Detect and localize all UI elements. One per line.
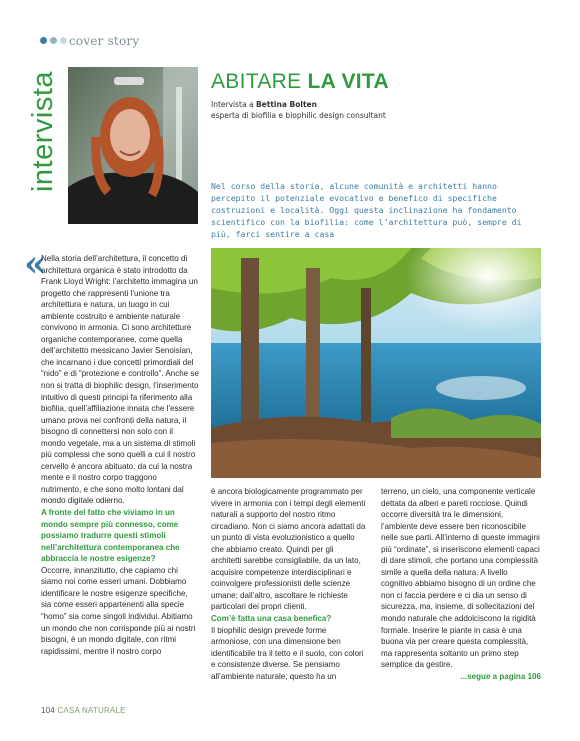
- section-dot: [60, 37, 67, 44]
- byline-name: Bettina Bolten: [255, 100, 317, 109]
- byline-prefix: Intervista a: [211, 100, 254, 109]
- forest-lake-photo: [211, 248, 541, 478]
- article-column-2: [211, 486, 366, 682]
- vertical-label-text: intervista: [27, 70, 60, 192]
- interview-question: A fronte del fatto che viviamo in un mondo sempre più connesso, come possiamo tradurre questi stimoli nell’architettura contemporanea che abbraccia le nostre esigenze?: [41, 508, 180, 564]
- body-paragraph: è ancora biologicamente programmato per vivere in armonia con i tempi degli elementi naturali a supporto del nostro ritmo circadiano. Non ci siamo ancora adattati da un punto di vista evoluzionistico a quello che abbiamo creato. Quindi per gli architetti sarebbe consigliabile, da un lato, acquisire competenze interdisciplinari e coinvolgere professionisti delle scienze umane; dall’altro, ascoltare le richieste particolari dei propri clienti.: [211, 487, 366, 612]
- lead-paragraph: Nel corso della storia, alcune comunità e architetti hanno percepito il potenziale evocativo e benefico di specifiche costruzioni e località. Oggi questa inclinazione ha fondamento scientifico con la biofilia: come l’architettura può, sempre di più, farci sentire a casa: [211, 181, 522, 239]
- vertical-section-label: [26, 62, 62, 200]
- body-paragraph: Occorre, innanzitutto, che capiamo chi siamo noi come esseri umani. Dobbiamo identificare le nostre esigenze specifiche, sia come esseri appartenenti alla specie “homo” sia come singoli individui. Abitiamo un mondo che non corrisponde più ai nostri bisogni, è un mondo digitale, con ritmi rapidissimi, mentre il nostro corpo: [41, 565, 196, 656]
- article-column-3: [381, 486, 541, 682]
- article-column-1: [41, 253, 199, 657]
- section-dots: [40, 37, 67, 44]
- byline: [211, 99, 386, 121]
- section-dot: [40, 37, 47, 44]
- body-paragraph: Nella storia dell’architettura, il concetto di architettura organica è stato introdotto da Frank Lloyd Wright: l’architetto immagina un progetto che rappresenti l’unione tra architettura e natura, un luogo in cui ambiente costruito e ambiente naturale convivono in armonia. Ci sono architetture organiche contemporanee, come quella dell’architetto messicano Javier Senoisian, che incarnano i due concetti primordiali del “nido” e di “protezione e controllo”. Anche se non si tratta di biophilic design, l’inserimento intuitivo di questi principi fa riferimento alla biofilia, quell’affiliazione innata che l’essere umano prova nei confronti della natura, il bisogno di connettersi non solo con il mondo vegetale, ma a un sistema di stimoli più complessi che sono quelli a cui il nostro cervello è ancora abituato, da cui la nostra mente e il nostro corpo traggono nutrimento, e che sono molto lontani dal mondo digitale odierno.: [41, 254, 199, 506]
- section-dot: [50, 37, 57, 44]
- article-title: [211, 70, 389, 94]
- interviewee-portrait: [68, 67, 198, 224]
- magazine-name: CASA NATURALE: [57, 706, 126, 715]
- title-normal: ABITARE: [211, 70, 302, 93]
- byline-role: esperta di biofilia e biophilic design consultant: [211, 111, 386, 120]
- page-footer: [41, 706, 126, 715]
- opening-quote-mark: «: [24, 243, 47, 285]
- title-strong: LA VITA: [307, 70, 389, 93]
- page-number: 104: [41, 706, 55, 715]
- body-paragraph: Il biophilic design prevede forme armoniose, con una dimensione ben identificabile tra il tetto e il suolo, con colori e consistenze diverse. Se pensiamo all’ambiente naturale, questo ha un: [211, 625, 364, 681]
- section-label: cover story: [69, 34, 140, 48]
- body-paragraph: terreno, un cielo, una componente verticale dettata da alberi e pareti rocciose. Quindi occorre diversità tra le dimensioni, l’ambiente deve essere ben riconoscibile nelle sue parti. All’interno di queste immagini più “ordinate”, si inseriscono elementi capaci di dare stimoli, che portano una complessità simile a quella della natura. A livello cognitivo abbiamo bisogno di un ordine che non ci faccia perdere e ci dia un senso di sicurezza, ma, insieme, di sollecitazioni del mondo naturale che addolciscono la rigidità formale. Inserire le piante in casa è una buona via per creare questa complessità, ma rappresenta soltanto un primo step semplice da gestire.: [381, 487, 540, 670]
- interview-question: Com’è fatta una casa benefica?: [211, 614, 332, 624]
- continued-on-page: ...segue a pagina 106: [460, 671, 541, 681]
